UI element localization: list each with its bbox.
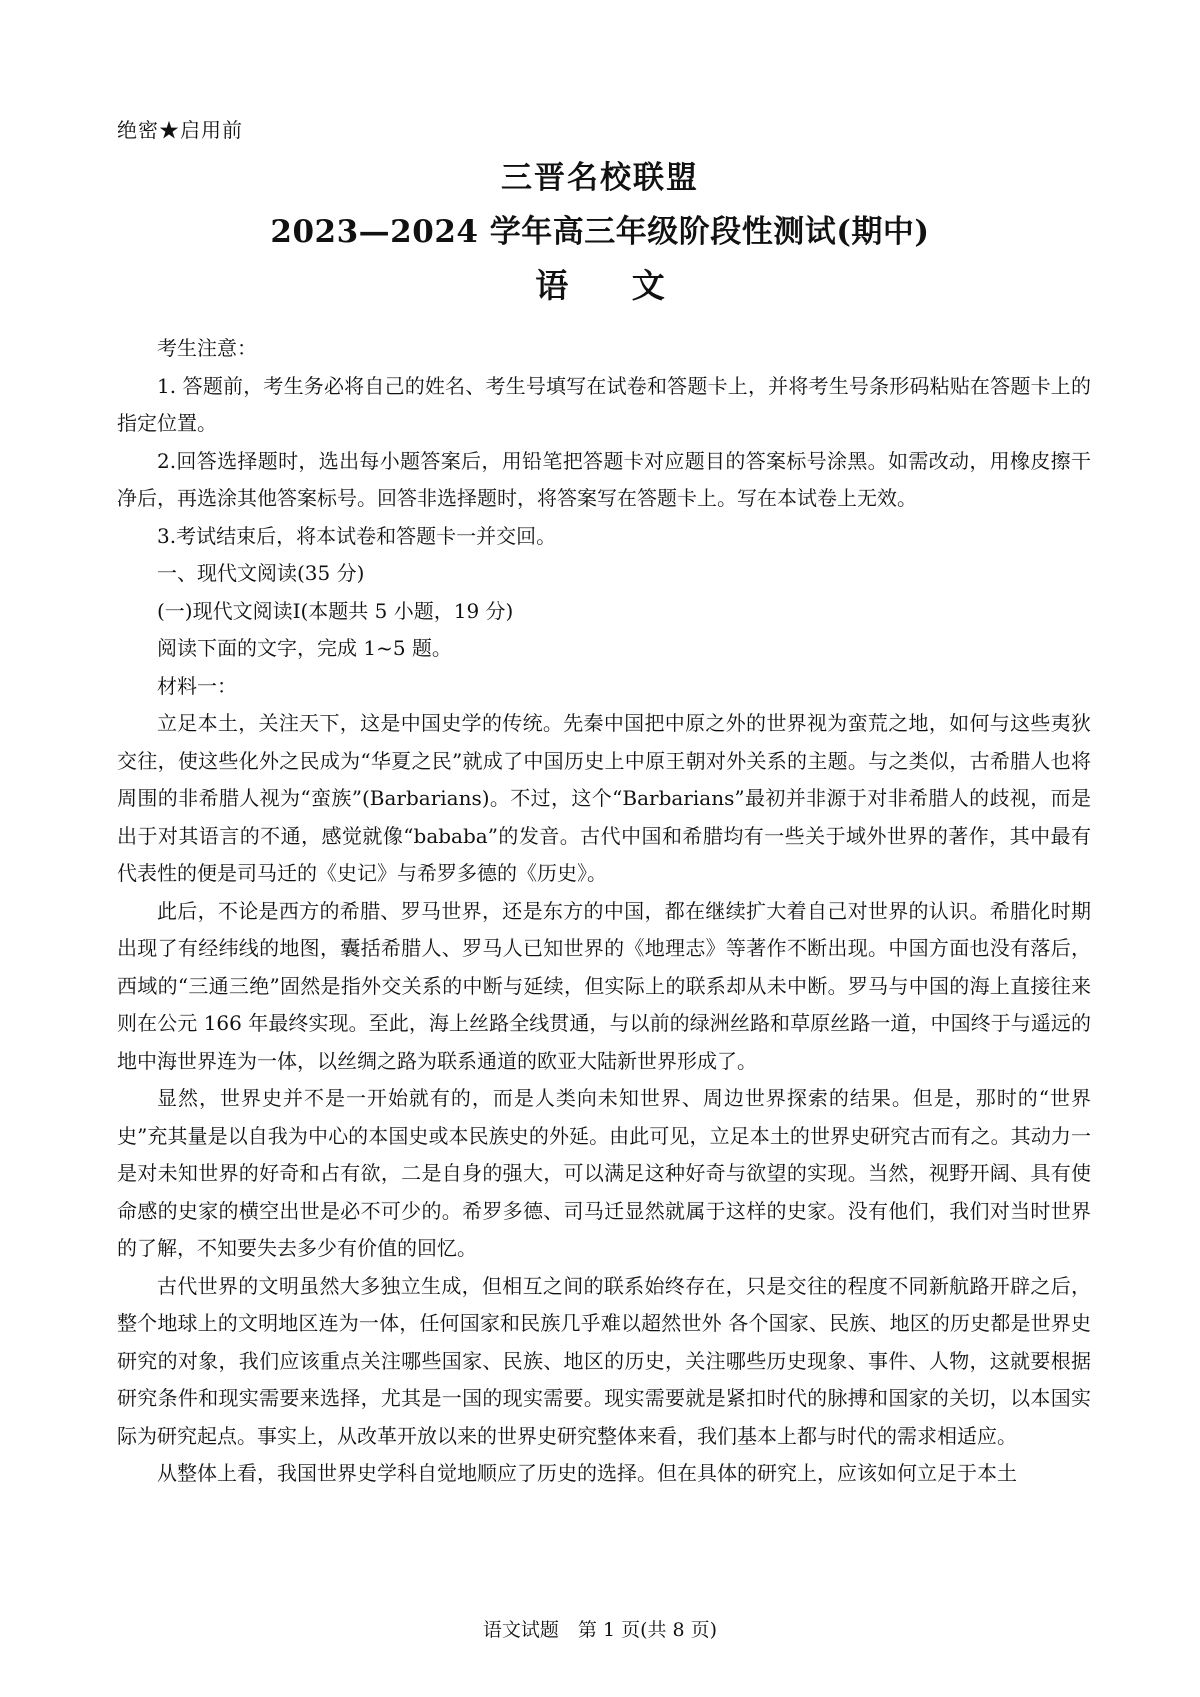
passage-paragraph-3: 显然，世界史并不是一开始就有的，而是人类向未知世界、周边世界探索的结果。但是，那时的“世界史”充其量是以自我为中心的本国史或本民族史的外延。由此可见，立足本土的世界史研究古而有之。其动力一是对未知世界的好奇和占有欲，二是自身的强大，可以满足这种好奇与欲望的实现。当然，视野开阔、具有使命感的史家的横空出世是必不可少的。希罗多德、司马迁显然就属于这样的史家。没有他们，我们对当时世界的了解，不知要失去多少有价值的回忆。 xyxy=(117,1086,1091,1260)
notice-item-3: 3.考试结束后，将本试卷和答题卡一并交回。 xyxy=(157,523,557,548)
subject-title: 语 文 xyxy=(535,266,691,305)
exam-title: 2023—2024 学年高三年级阶段性测试(期中) xyxy=(270,214,930,250)
passage-paragraph-4: 古代世界的文明虽然大多独立生成，但相互之间的联系始终存在，只是交往的程度不同新航路开辟之后，整个地球上的文明地区连为一体，任何国家和民族几乎难以超然世外 各个国家、民族、地区的历史都是世界史研究的对象，我们应该重点关注哪些国家、民族、地区的历史，关注哪些历史现象、事件、人物，这就要根据研究条件和现实需要来选择，尤其是一国的现实需要。现实需要就是紧扣时代的脉搏和国家的关切，以本国实际为研究起点。事实上，从改革开放以来的世界史研究整体来看，我们基本上都与时代的需求相适应。 xyxy=(117,1273,1091,1448)
exam-body xyxy=(117,330,1091,1493)
notice-item-1: 1. 答题前，考生务必将自己的姓名、考生号填写在试卷和答题卡上，并将考生号条形码粘贴在答题卡上的指定位置。 xyxy=(117,373,1091,435)
passage-paragraph-2: 此后，不论是西方的希腊、罗马世界，还是东方的中国，都在继续扩大着自己对世界的认识。希腊化时期出现了有经纬线的地图，囊括希腊人、罗马人已知世界的《地理志》等著作不断出现。中国方面也没有落后，西域的“三通三绝”固然是指外交关系的中断与延续，但实际上的联系却从未中断。罗马与中国的海上直接往来则在公元 166 年最终实现。至此，海上丝路全线贯通，与以前的绿洲丝路和草原丝路一道，中国终于与遥远的地中海世界连为一体，以丝绸之路为联系通道的欧亚大陆新世界形成了。 xyxy=(117,898,1091,1073)
passage-paragraph-1: 立足本土，关注天下，这是中国史学的传统。先秦中国把中原之外的世界视为蛮荒之地，如何与这些夷狄交往，使这些化外之民成为“华夏之民”就成了中国历史上中原王朝对外关系的主题。与之类似，古希腊人也将周围的非希腊人视为“蛮族”(Barbarians)。不过，这个“Barbarians”最初并非源于对非希腊人的歧视，而是出于对其语言的不通，感觉就像“bababa”的发音。古代中国和希腊均有一些关于域外世界的著作，其中最有代表性的便是司马迁的《史记》与希罗多德的《历史》。 xyxy=(117,711,1091,885)
notice-item-2: 2.回答选择题时，选出每小题答案后，用铅笔把答题卡对应题目的答案标号涂黑。如需改动，用橡皮擦干净后，再选涂其他答案标号。回答非选择题时，将答案写在答题卡上。写在本试卷上无效。 xyxy=(117,448,1091,510)
page-footer: 语文试题 第 1 页(共 8 页) xyxy=(482,1619,718,1641)
section-title: 一、现代文阅读(35 分) xyxy=(157,561,365,585)
section-subtitle: (一)现代文阅读Ⅰ(本题共 5 小题，19 分) xyxy=(157,598,514,623)
notice-heading: 考生注意： xyxy=(157,336,257,360)
section-instruction: 阅读下面的文字，完成 1~5 题。 xyxy=(157,636,452,660)
alliance-title: 三晋名校联盟 xyxy=(501,160,699,196)
material-label: 材料一： xyxy=(157,673,237,698)
secret-mark: 绝密★启用前 xyxy=(117,118,243,142)
passage-paragraph-5: 从整体上看，我国世界史学科自觉地顺应了历史的选择。但在具体的研究上，应该如何立足于本土 xyxy=(157,1461,1017,1485)
